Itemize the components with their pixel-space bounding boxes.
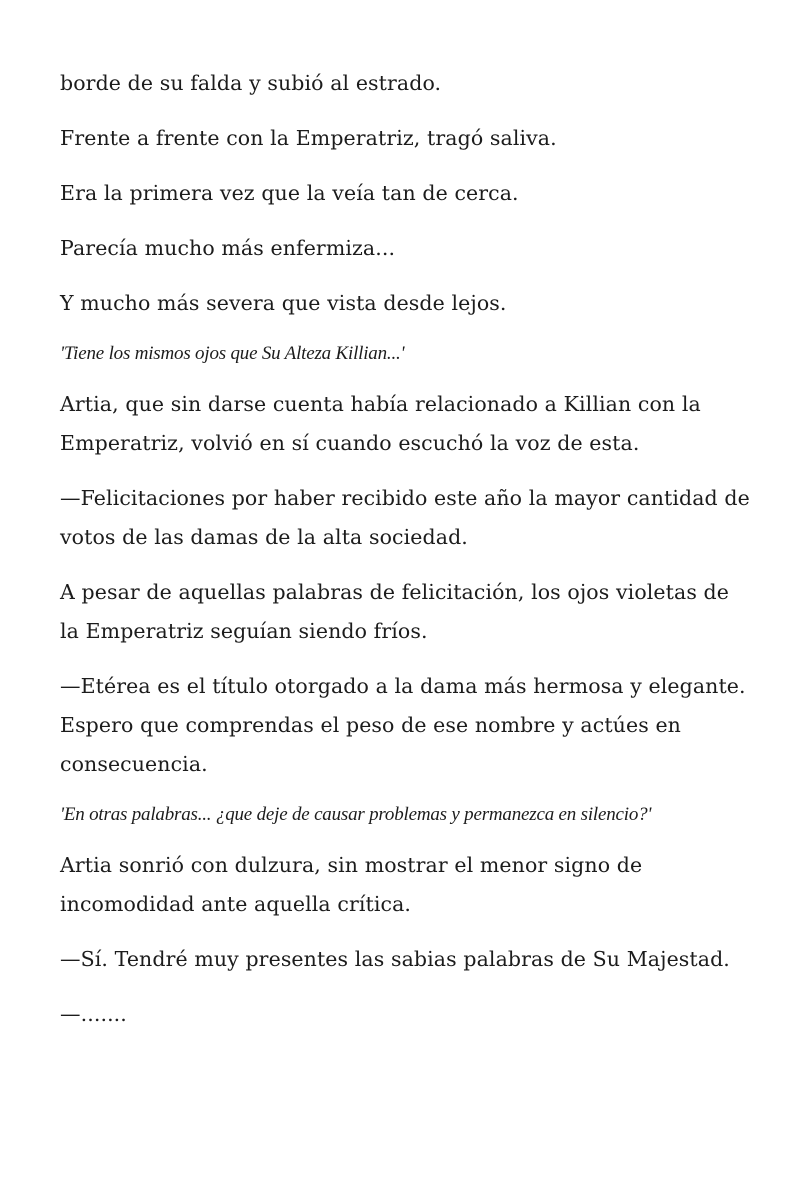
- paragraph: Artia, que sin darse cuenta había relacionado a Killian con la Emperatriz, volvió en sí cuando escuchó la voz de esta.: [60, 392, 701, 455]
- paragraph: Artia sonrió con dulzura, sin mostrar el menor signo de incomodidad ante aquella crítica.: [60, 853, 643, 916]
- document-page: [60, 64, 750, 1050]
- paragraph: Y mucho más severa que vista desde lejos.: [60, 291, 507, 315]
- paragraph: Parecía mucho más enfermiza...: [60, 236, 396, 260]
- dialogue-paragraph: —Felicitaciones por haber recibido este año la mayor cantidad de votos de las damas de la alta sociedad.: [60, 486, 750, 549]
- dialogue-paragraph: —.......: [60, 1002, 127, 1026]
- paragraph: Era la primera vez que la veía tan de cerca.: [60, 181, 519, 205]
- inner-thought: 'En otras palabras... ¿que deje de causar problemas y permanezca en silencio?': [60, 804, 652, 825]
- dialogue-paragraph: —Sí. Tendré muy presentes las sabias palabras de Su Majestad.: [60, 947, 730, 971]
- paragraph: borde de su falda y subió al estrado.: [60, 71, 442, 95]
- dialogue-paragraph: —Etérea es el título otorgado a la dama más hermosa y elegante. Espero que comprendas el peso de ese nombre y actúes en consecuencia.: [60, 674, 746, 776]
- paragraph: A pesar de aquellas palabras de felicitación, los ojos violetas de la Emperatriz seguían siendo fríos.: [60, 580, 730, 643]
- inner-thought: 'Tiene los mismos ojos que Su Alteza Killian...': [60, 343, 405, 364]
- paragraph: Frente a frente con la Emperatriz, tragó saliva.: [60, 126, 557, 150]
